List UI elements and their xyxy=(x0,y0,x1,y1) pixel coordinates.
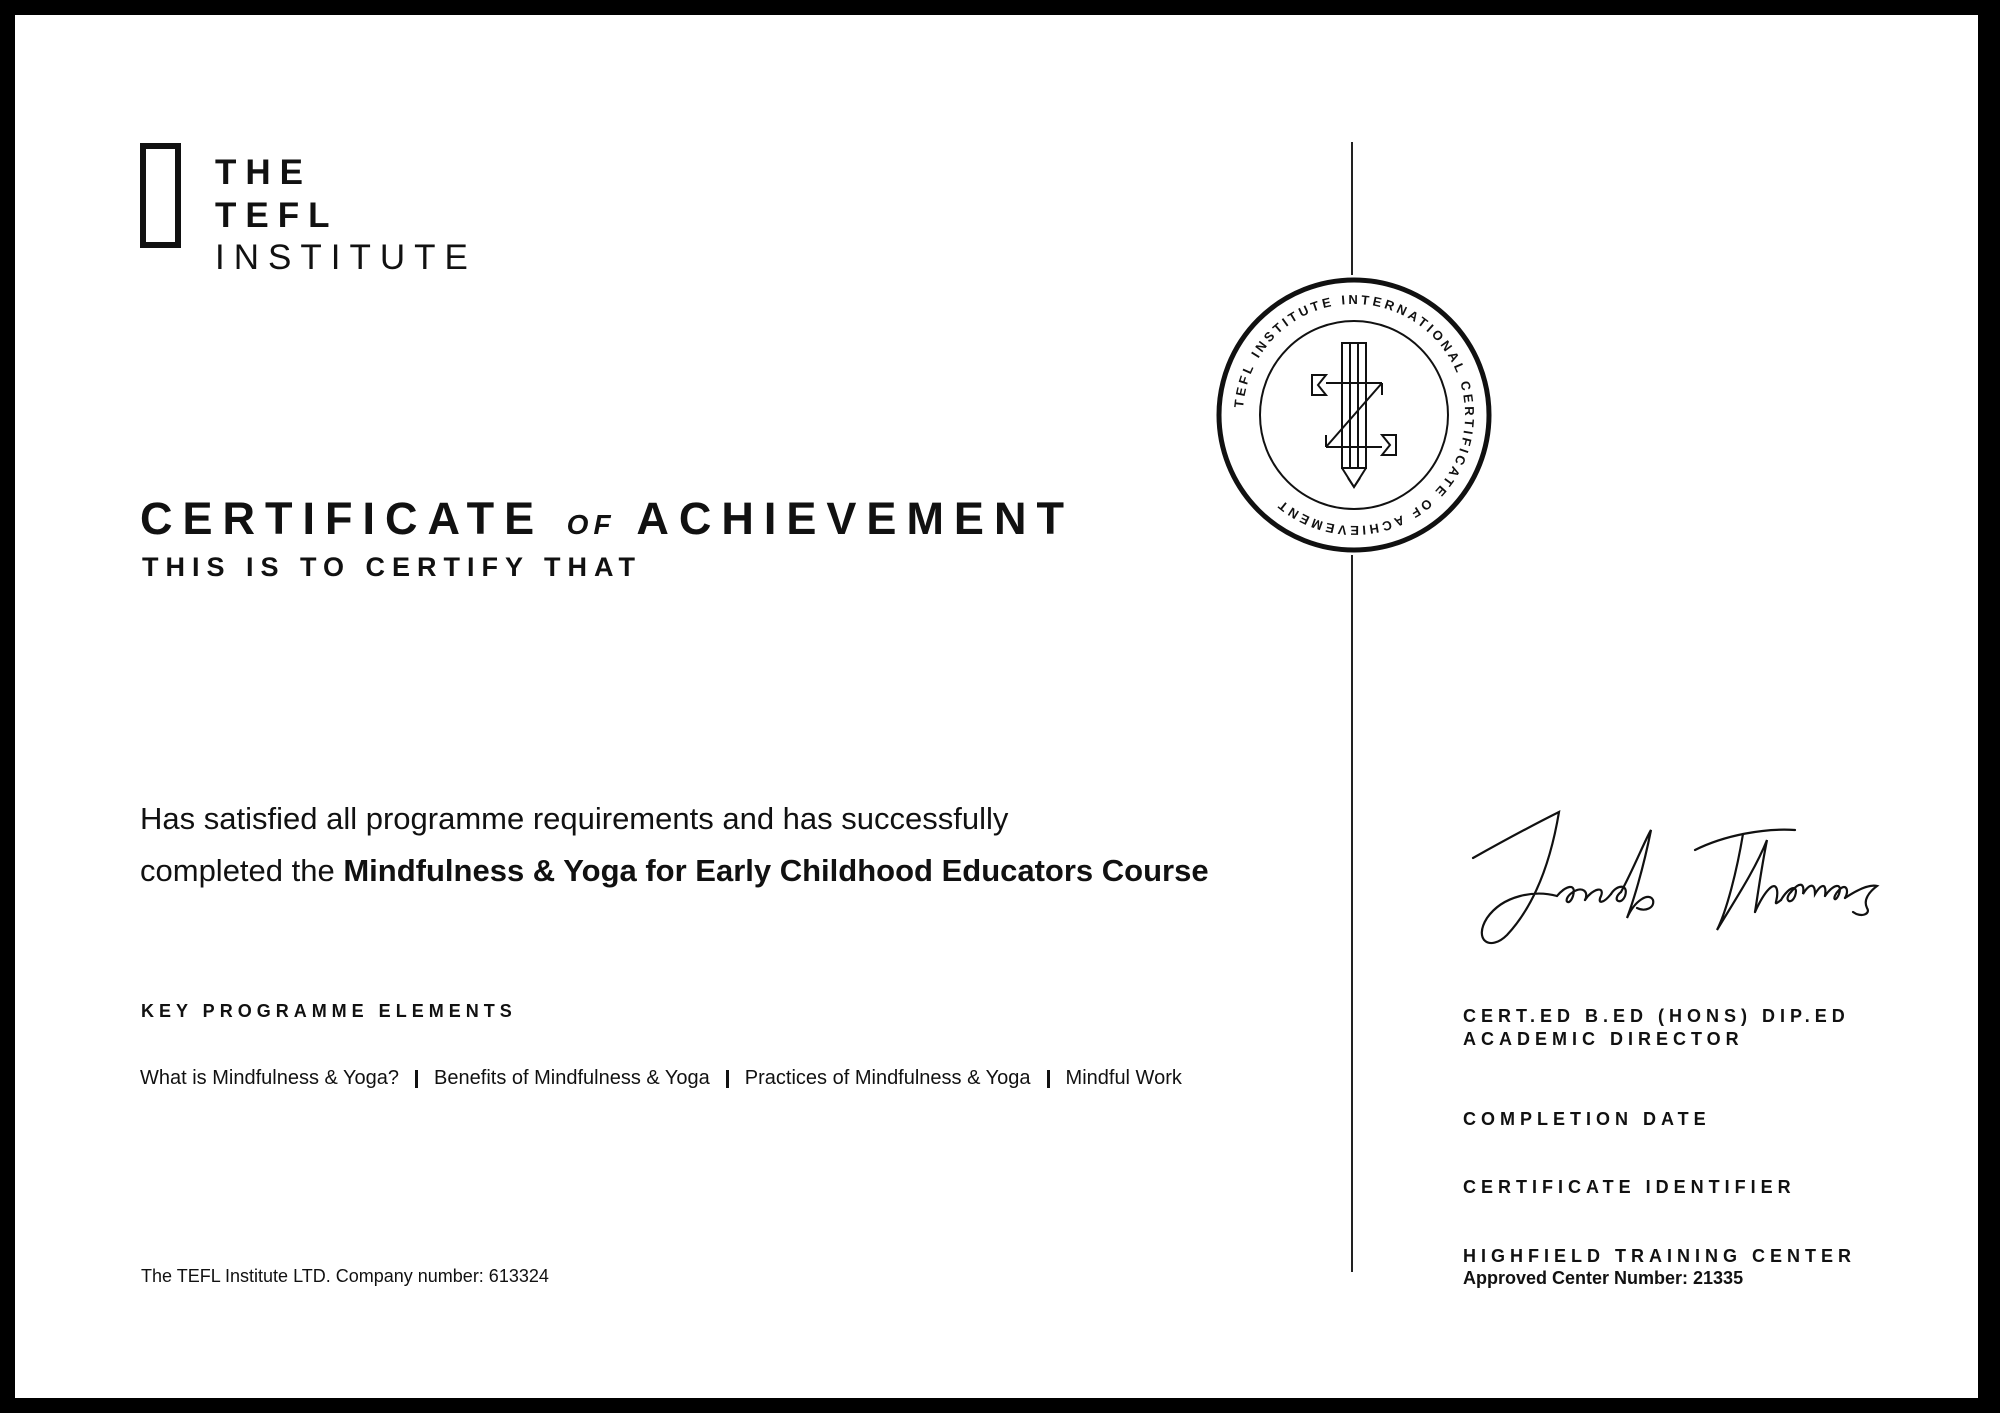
seal-ring-text: TEFL INSTITUTE INTERNATIONAL CERTIFICATE OF ACHIEVEMENT xyxy=(1231,291,1478,539)
signature xyxy=(1465,800,1885,950)
certify-subtitle: THIS IS TO CERTIFY THAT xyxy=(142,552,643,582)
logo-line-institute: INSTITUTE xyxy=(215,238,477,277)
separator xyxy=(1047,1070,1050,1088)
course-name: Mindfulness & Yoga for Early Childhood Educators Course xyxy=(343,853,1209,888)
certificate-seal xyxy=(1214,275,1494,555)
company-info: The TEFL Institute LTD. Company number: 613324 xyxy=(141,1266,549,1286)
certificate-identifier-label: CERTIFICATE IDENTIFIER xyxy=(1463,1177,1796,1197)
key-programme-heading: KEY PROGRAMME ELEMENTS xyxy=(141,1001,517,1021)
title-certificate: CERTIFICATE xyxy=(140,493,545,544)
approved-center-number: Approved Center Number: 21335 xyxy=(1463,1268,1744,1288)
logo-line-the: THE xyxy=(215,153,312,192)
separator xyxy=(726,1070,729,1088)
logo-mark xyxy=(140,143,181,248)
programme-element: Benefits of Mindfulness & Yoga xyxy=(434,1067,710,1089)
programme-elements xyxy=(140,1067,1182,1090)
logo-line-tefl: TEFL xyxy=(215,196,339,235)
programme-element: Practices of Mindfulness & Yoga xyxy=(744,1067,1031,1089)
body-line-2 xyxy=(140,853,1209,889)
separator xyxy=(415,1070,418,1088)
body-line-1: Has satisfied all programme requirements and has successfully xyxy=(140,801,1009,836)
signatory-credentials: CERT.ED B.ED (HONS) DIP.ED xyxy=(1463,1006,1850,1026)
title-of: OF xyxy=(566,509,616,540)
programme-element: Mindful Work xyxy=(1065,1067,1182,1089)
body-line-2-prefix: completed the xyxy=(140,853,344,888)
certificate-title xyxy=(140,493,1074,545)
certificate-page xyxy=(15,15,1978,1398)
signatory-role: ACADEMIC DIRECTOR xyxy=(1463,1029,1744,1049)
completion-date-label: COMPLETION DATE xyxy=(1463,1109,1711,1129)
training-center-label: HIGHFIELD TRAINING CENTER xyxy=(1463,1246,1856,1266)
title-achievement: ACHIEVEMENT xyxy=(636,493,1074,544)
programme-element: What is Mindfulness & Yoga? xyxy=(140,1067,400,1089)
